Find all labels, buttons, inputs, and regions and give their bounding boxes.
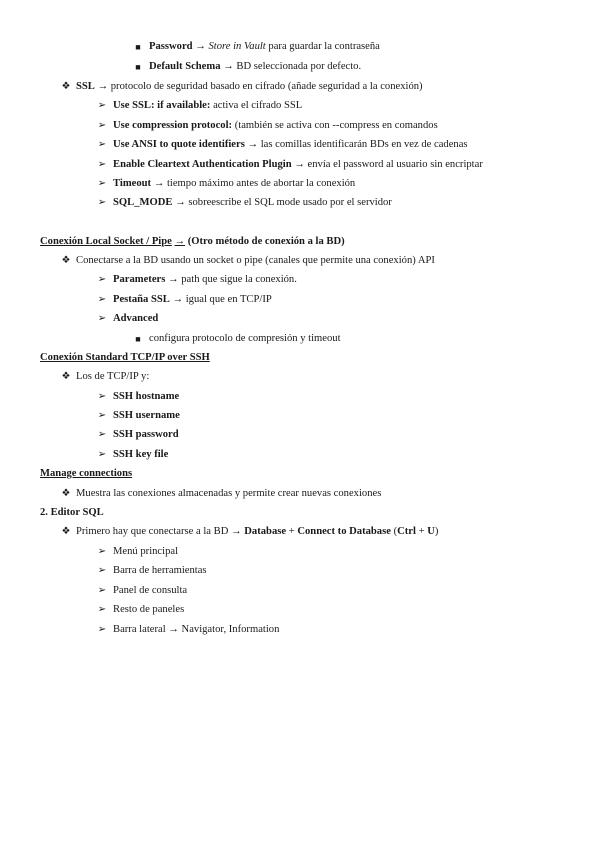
arrow-icon: → (97, 81, 109, 92)
ssh-hostname: SSH hostname (113, 391, 180, 402)
menu-principal: Menú principal (113, 546, 179, 557)
arrow-bullet-icon: ➢ (97, 624, 107, 635)
local-socket-heading (40, 235, 345, 249)
timeout-desc: tiempo máximo antes de abortar la conexión (164, 178, 356, 189)
password-item (131, 40, 380, 54)
socket-item (59, 254, 435, 268)
toolbar-label: Barra de herramientas (113, 565, 207, 576)
arrow-icon: → (172, 294, 184, 305)
u-key: U (427, 526, 435, 537)
other-panels: Resto de paneles (113, 604, 185, 615)
sidebar-label: Barra lateral (113, 624, 169, 635)
arrow-icon: → (168, 624, 179, 635)
manage-connections-heading: Manage connections (40, 468, 133, 479)
connect-item (59, 525, 439, 539)
parameters-desc: path que sigue la conexión. (178, 274, 297, 285)
default-schema-term: Default Schema (149, 61, 221, 72)
advanced-item (95, 312, 159, 326)
arrow-icon: → (247, 139, 259, 150)
sidebar-desc: Navigator, Information (178, 624, 280, 635)
compression-desc: (también se activa con --compress en comandos (232, 120, 438, 131)
ssh-heading: Conexión Standard TCP/IP over SSH (40, 352, 210, 363)
arrow-icon: → (231, 526, 242, 537)
arrow-bullet-icon: ➢ (97, 410, 107, 421)
connect-desc: Primero hay que conectarse a la BD (76, 526, 232, 537)
paren-open: ( (390, 526, 398, 537)
arrow-bullet-icon: ➢ (97, 604, 107, 615)
arrow-icon: → (223, 61, 234, 72)
timeout-term: Timeout (113, 178, 152, 189)
parameters-term: Parameters (113, 274, 166, 285)
arrow-icon: → (294, 159, 305, 170)
arrow-bullet-icon: ➢ (97, 120, 107, 131)
arrow-bullet-icon: ➢ (97, 294, 107, 305)
database-menu: Database (244, 526, 287, 537)
ssl-tab-item (95, 293, 272, 307)
ssh-password-item (95, 428, 179, 442)
advanced-desc-item (131, 332, 341, 346)
diamond-bullet-icon: ❖ (61, 255, 71, 266)
diamond-bullet-icon: ❖ (61, 526, 71, 537)
ssh-hostname-item (95, 390, 180, 404)
arrow-bullet-icon: ➢ (97, 197, 107, 208)
ssl-tab-desc: igual que en TCP/IP (183, 294, 272, 305)
square-bullet-icon: ■ (135, 42, 141, 52)
compression-term: Use compression protocol: (113, 120, 233, 131)
query-panel: Panel de consulta (113, 585, 188, 596)
ssl-desc: protocolo de seguridad basado en cifrado (añade seguridad a la conexión) (108, 81, 423, 92)
tcpip-item (59, 370, 150, 384)
ctrl-key: Ctrl (397, 526, 416, 537)
diamond-bullet-icon: ❖ (61, 371, 71, 382)
plus-1: + (286, 526, 298, 537)
ssh-key-file: SSH key file (113, 449, 169, 460)
cleartext-term: Enable Cleartext Authentication Plugin (113, 159, 292, 170)
manage-connections-item (59, 487, 382, 501)
advanced-desc: configura protocolo de compresión y timeout (149, 333, 341, 344)
tcpip-desc: Los de TCP/IP y: (76, 371, 150, 382)
ssl-term: SSL (76, 81, 95, 92)
ssh-username-item (95, 409, 180, 423)
sidebar-item (95, 623, 280, 637)
menu-principal-item (95, 545, 179, 559)
diamond-bullet-icon: ❖ (61, 81, 71, 92)
sql-mode-term: SQL_MODE (113, 197, 173, 208)
ssl-tab-term: Pestaña SSL (113, 294, 170, 305)
arrow-bullet-icon: ➢ (97, 313, 107, 324)
arrow-bullet-icon: ➢ (97, 429, 107, 440)
arrow-icon: → (168, 274, 179, 285)
arrow-icon: → (195, 41, 206, 52)
ansi-item (95, 138, 468, 152)
square-bullet-icon: ■ (135, 334, 141, 344)
advanced-term: Advanced (113, 313, 159, 324)
query-panel-item (95, 584, 188, 598)
square-bullet-icon: ■ (135, 62, 141, 72)
ssl-item (59, 80, 423, 94)
use-ssl-term: Use SSL: if available: (113, 100, 211, 111)
paren-close: ) (434, 526, 439, 537)
arrow-bullet-icon: ➢ (97, 274, 107, 285)
arrow-icon: → (153, 178, 165, 189)
arrow-bullet-icon: ➢ (97, 391, 107, 402)
local-socket-subtitle: (Otro método de conexión a la BD) (185, 236, 345, 247)
default-schema-item (131, 60, 362, 74)
use-ssl-item (95, 99, 303, 113)
ssh-key-file-item (95, 448, 169, 462)
arrow-bullet-icon: ➢ (97, 178, 107, 189)
arrow-bullet-icon: ➢ (97, 139, 107, 150)
ansi-desc: las comillas identificarán BDs en vez de cadenas (258, 139, 468, 150)
sql-mode-item (95, 196, 392, 210)
parameters-item (95, 273, 297, 287)
socket-desc: Conectarse a la BD usando un socket o pipe (canales que permite una conexión) API (76, 255, 435, 266)
toolbar-item (95, 564, 207, 578)
ansi-term: Use ANSI to quote identifiers (113, 139, 245, 150)
arrow-bullet-icon: ➢ (97, 159, 107, 170)
store-in-vault: Store in Vault (208, 41, 266, 52)
timeout-item (95, 177, 356, 191)
plus-2: + (415, 526, 428, 537)
compression-item (95, 119, 438, 133)
default-schema-desc: BD seleccionada por defecto. (233, 61, 362, 72)
editor-sql-heading: 2. Editor SQL (40, 507, 104, 518)
arrow-bullet-icon: ➢ (97, 100, 107, 111)
arrow-bullet-icon: ➢ (97, 565, 107, 576)
ssh-password: SSH password (113, 429, 179, 440)
sql-mode-desc: sobreescribe el SQL mode usado por el servidor (185, 197, 392, 208)
arrow-bullet-icon: ➢ (97, 449, 107, 460)
password-desc: para guardar la contraseña (265, 41, 380, 52)
arrow-icon: → (175, 197, 186, 208)
password-term: Password (149, 41, 193, 52)
local-socket-title: Conexión Local Socket / Pipe (40, 236, 172, 247)
arrow-bullet-icon: ➢ (97, 546, 107, 557)
manage-connections-desc: Muestra las conexiones almacenadas y permite crear nuevas conexiones (76, 488, 382, 499)
other-panels-item (95, 603, 185, 617)
use-ssl-desc: activa el cifrado SSL (210, 100, 303, 111)
arrow-icon: → (174, 236, 186, 247)
arrow-bullet-icon: ➢ (97, 585, 107, 596)
ssh-username: SSH username (113, 410, 180, 421)
cleartext-desc: envía el password al usuario sin encriptar (304, 159, 483, 170)
connect-to-database: Connect to Database (297, 526, 391, 537)
cleartext-item (95, 158, 483, 172)
diamond-bullet-icon: ❖ (61, 488, 71, 499)
